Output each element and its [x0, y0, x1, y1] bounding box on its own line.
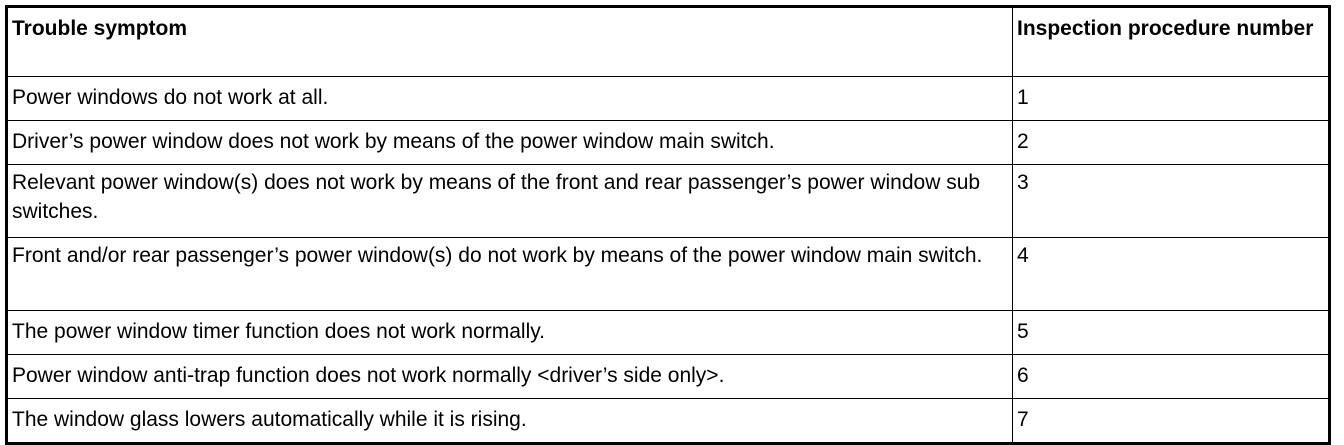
- symptom-cell: Relevant power window(s) does not work by means of the front and rear passenger’s power window sub switches.: [7, 165, 1013, 238]
- symptom-cell: The window glass lowers automatically while it is rising.: [7, 399, 1013, 444]
- table-row: [7, 399, 1330, 444]
- table-header-row: [7, 7, 1330, 77]
- header-inspection-procedure-number: Inspection procedure number: [1013, 7, 1330, 77]
- table-row: [7, 165, 1330, 238]
- symptom-cell: The power window timer function does not work normally.: [7, 311, 1013, 355]
- procedure-number-cell: 6: [1013, 355, 1330, 399]
- procedure-number-cell: 4: [1013, 238, 1330, 311]
- procedure-number-cell: 1: [1013, 77, 1330, 121]
- symptom-cell: Front and/or rear passenger’s power window(s) do not work by means of the power window main switch.: [7, 238, 1013, 311]
- table-row: [7, 121, 1330, 165]
- procedure-number-cell: 3: [1013, 165, 1330, 238]
- procedure-number-cell: 5: [1013, 311, 1330, 355]
- table-row: [7, 311, 1330, 355]
- table-row: [7, 238, 1330, 311]
- trouble-symptom-table: [5, 5, 1331, 445]
- symptom-cell: Driver’s power window does not work by means of the power window main switch.: [7, 121, 1013, 165]
- symptom-cell: Power window anti-trap function does not work normally <driver’s side only>.: [7, 355, 1013, 399]
- table-row: [7, 77, 1330, 121]
- procedure-number-cell: 7: [1013, 399, 1330, 444]
- symptom-cell: Power windows do not work at all.: [7, 77, 1013, 121]
- procedure-number-cell: 2: [1013, 121, 1330, 165]
- table-row: [7, 355, 1330, 399]
- header-trouble-symptom: Trouble symptom: [7, 7, 1013, 77]
